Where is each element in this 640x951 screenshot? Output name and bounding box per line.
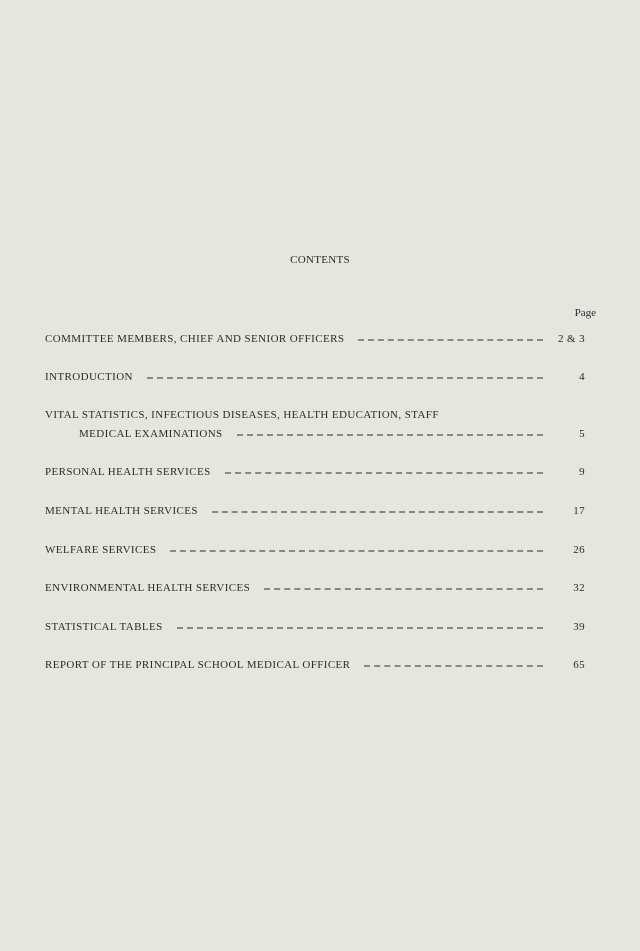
toc-entry-welfare (45, 541, 585, 560)
leader-dots (237, 426, 543, 437)
contents-title: CONTENTS (290, 254, 350, 266)
leader-dots (212, 503, 543, 514)
toc-entry-page: 9 (579, 466, 585, 478)
toc-entry-title-continued: MEDICAL EXAMINATIONS (79, 428, 223, 440)
page-column-label: Page (574, 307, 596, 319)
toc-entry-statistical-tables (45, 618, 585, 637)
leader-dots (225, 464, 543, 475)
toc-entry-page: 5 (579, 428, 585, 440)
toc-entry-title: VITAL STATISTICS, INFECTIOUS DISEASES, HEALTH EDUCATION, STAFF (45, 409, 439, 421)
toc-entry-personal-health (45, 463, 585, 482)
toc-entry-title: STATISTICAL TABLES (45, 621, 163, 633)
toc-entry-title: WELFARE SERVICES (45, 544, 157, 556)
toc-entry-title: ENVIRONMENTAL HEALTH SERVICES (45, 582, 251, 594)
toc-entry-title: REPORT OF THE PRINCIPAL SCHOOL MEDICAL OFFICER (45, 659, 351, 671)
leader-dots (364, 657, 543, 668)
toc-entry-mental-health (45, 502, 585, 521)
toc-entry-title: PERSONAL HEALTH SERVICES (45, 466, 211, 478)
leader-dots (264, 580, 543, 591)
leader-dots (170, 542, 543, 553)
toc-entry-environmental-health (45, 579, 585, 598)
leader-dots (358, 331, 543, 342)
toc-entry-title: INTRODUCTION (45, 371, 133, 383)
toc-entry-page: 17 (573, 505, 585, 517)
leader-dots (147, 369, 543, 380)
toc-entry-committee-members (45, 330, 585, 349)
toc-entry-page: 26 (573, 544, 585, 556)
toc-entry-page: 2 & 3 (557, 333, 585, 345)
toc-entry-introduction (45, 368, 585, 387)
toc-entry-page: 4 (579, 371, 585, 383)
leader-dots (177, 619, 543, 630)
toc-entry-page: 65 (573, 659, 585, 671)
toc-entry-title: COMMITTEE MEMBERS, CHIEF AND SENIOR OFFICERS (45, 333, 345, 345)
toc-entry-school-medical-officer (45, 656, 585, 675)
toc-entry-title: MENTAL HEALTH SERVICES (45, 505, 198, 517)
toc-entry-vital-statistics (45, 406, 585, 444)
toc-entry-page: 39 (573, 621, 585, 633)
toc-entry-page: 32 (573, 582, 585, 594)
